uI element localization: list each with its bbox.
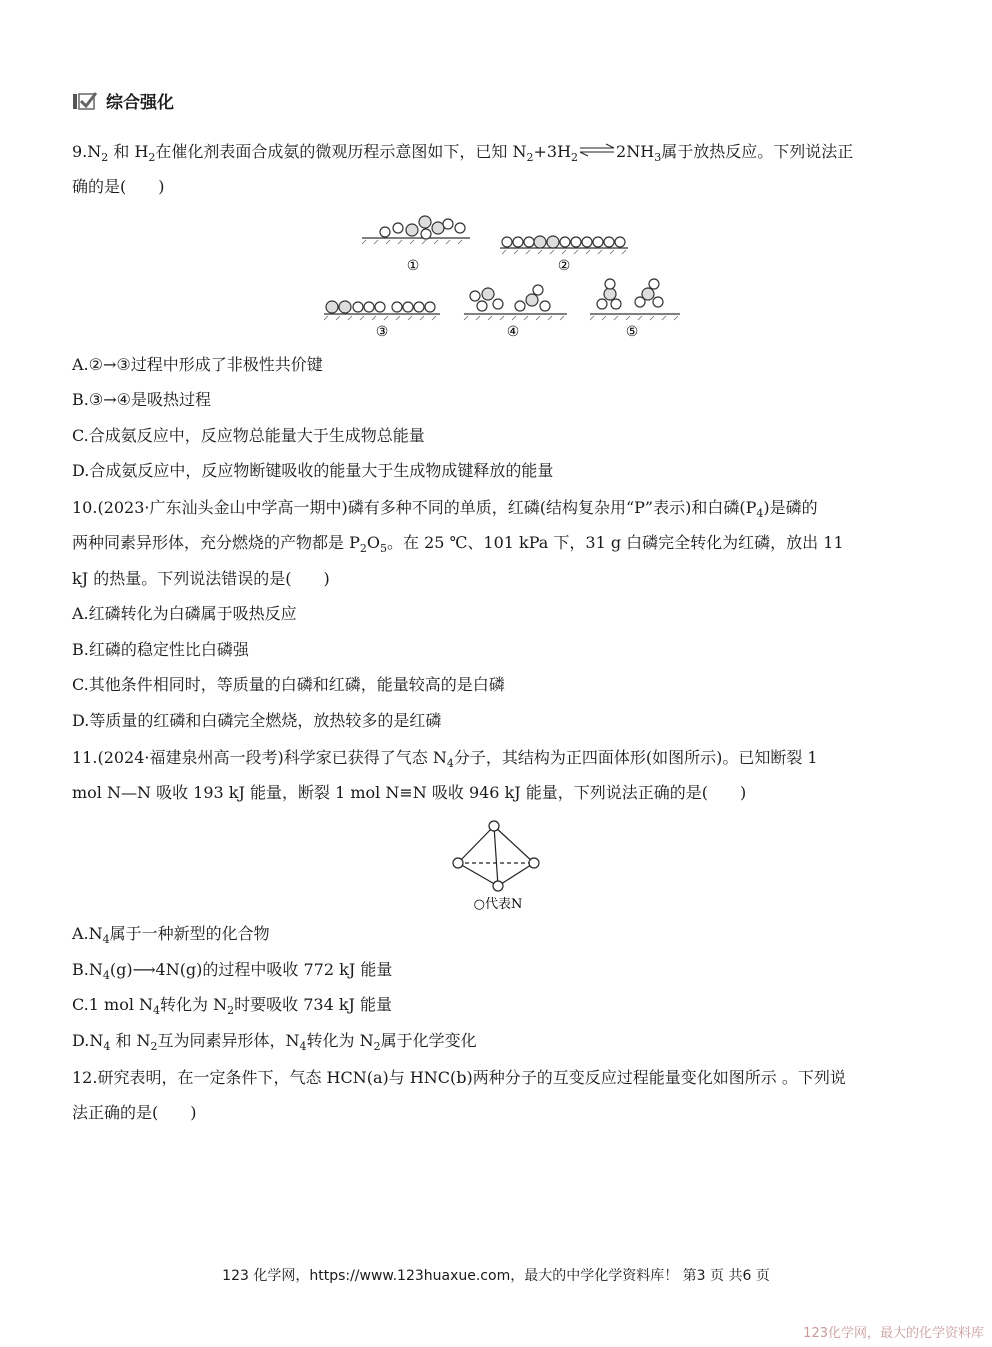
checkmark-box-icon <box>72 91 98 111</box>
fig-label-2: ② <box>557 258 571 274</box>
q9-stem-line-1: $9.N_2$ 和 $H_2$在催化剂表面合成氨的微观历程示意图如下，已知 $N_2+3H_2$ $2NH_3$属于放热反应。下列说法正 <box>72 142 854 164</box>
q10-option-c: C.其他条件相同时，等质量的白磷和红磷，能量较高的是白磷 <box>72 675 505 694</box>
q10-stem-line-2: 两种同素异形体，充分燃烧的产物都是 $P_2O_5$。在 25 ℃、101 kPa 下，31 g 白磷完全转化为红磷，放出 11 <box>72 533 844 555</box>
q12-stem-line-2: 法正确的是( ) <box>72 1103 197 1122</box>
fig-label-1: ① <box>406 258 420 274</box>
fig-label-3: ③ <box>375 324 389 340</box>
q11-option-d: $D.N_4$ 和 $N_2$互为同素异形体，$N_4$转化为 $N_2$属于化学变化 <box>72 1031 477 1053</box>
q11-option-c: C.1 mol $N_4$转化为 $N_2$时要吸收 734 kJ 能量 <box>72 995 393 1017</box>
q11-stem-line-1: 11.(2024·福建泉州高一段考)科学家已获得了气态 $N_4$分子，其结构为正四面体形(如图所示)。已知断裂 1 <box>72 748 818 770</box>
catalyst-surface-figure <box>320 210 680 345</box>
q9-option-a: A.②→③过程中形成了非极性共价键 <box>72 355 323 374</box>
q10-stem-line-1: 10.(2023·广东汕头金山中学高一期中)磷有多种不同的单质，红磷(结构复杂用“P”表示)和白磷$(P_4)$是磷的 <box>72 498 818 520</box>
n4-tetrahedron-figure <box>448 816 548 916</box>
q9-option-d: D.合成氨反应中，反应物断键吸收的能量大于生成物成键释放的能量 <box>72 461 554 480</box>
q9-option-b: B.③→④是吸热过程 <box>72 390 211 409</box>
n4-legend: ○代表N <box>473 897 523 912</box>
q11-stem-line-2: mol N—N 吸收 193 kJ 能量，断裂 1 mol N≡N 吸收 946 kJ 能量，下列说法正确的是( ) <box>72 783 747 802</box>
q11-option-b: $B.N_4(g)⟶4N(g)$的过程中吸收 772 kJ 能量 <box>72 960 393 982</box>
fig-label-4: ④ <box>506 324 520 340</box>
q10-option-d: D.等质量的红磷和白磷完全燃烧，放热较多的是红磷 <box>72 711 442 730</box>
q11-option-a: $A.N_4$属于一种新型的化合物 <box>72 924 270 946</box>
q9-option-c: C.合成氨反应中，反应物总能量大于生成物总能量 <box>72 426 425 445</box>
equilibrium-arrow-icon <box>578 143 616 157</box>
watermark: 123化学网，最大的化学资料库 <box>803 1326 984 1341</box>
q10-stem-line-3: kJ 的热量。下列说法错误的是( ) <box>72 569 330 588</box>
q10-option-a: A.红磷转化为白磷属于吸热反应 <box>72 604 297 623</box>
q12-stem-line-1: 12.研究表明，在一定条件下，气态 HCN(a)与 HNC(b)两种分子的互变反应过程能量变化如图所示 。下列说 <box>72 1068 846 1087</box>
q10-option-b: B.红磷的稳定性比白磷强 <box>72 640 249 659</box>
fig-label-5: ⑤ <box>625 324 639 340</box>
section-title: 综合强化 <box>106 93 174 113</box>
page-footer: 123 化学网，https://www.123huaxue.com，最大的中学化学资料库！ 第3 页 共6 页 <box>222 1268 770 1284</box>
q9-stem-line-2: 确的是( ) <box>72 177 165 196</box>
section-header <box>72 88 174 113</box>
